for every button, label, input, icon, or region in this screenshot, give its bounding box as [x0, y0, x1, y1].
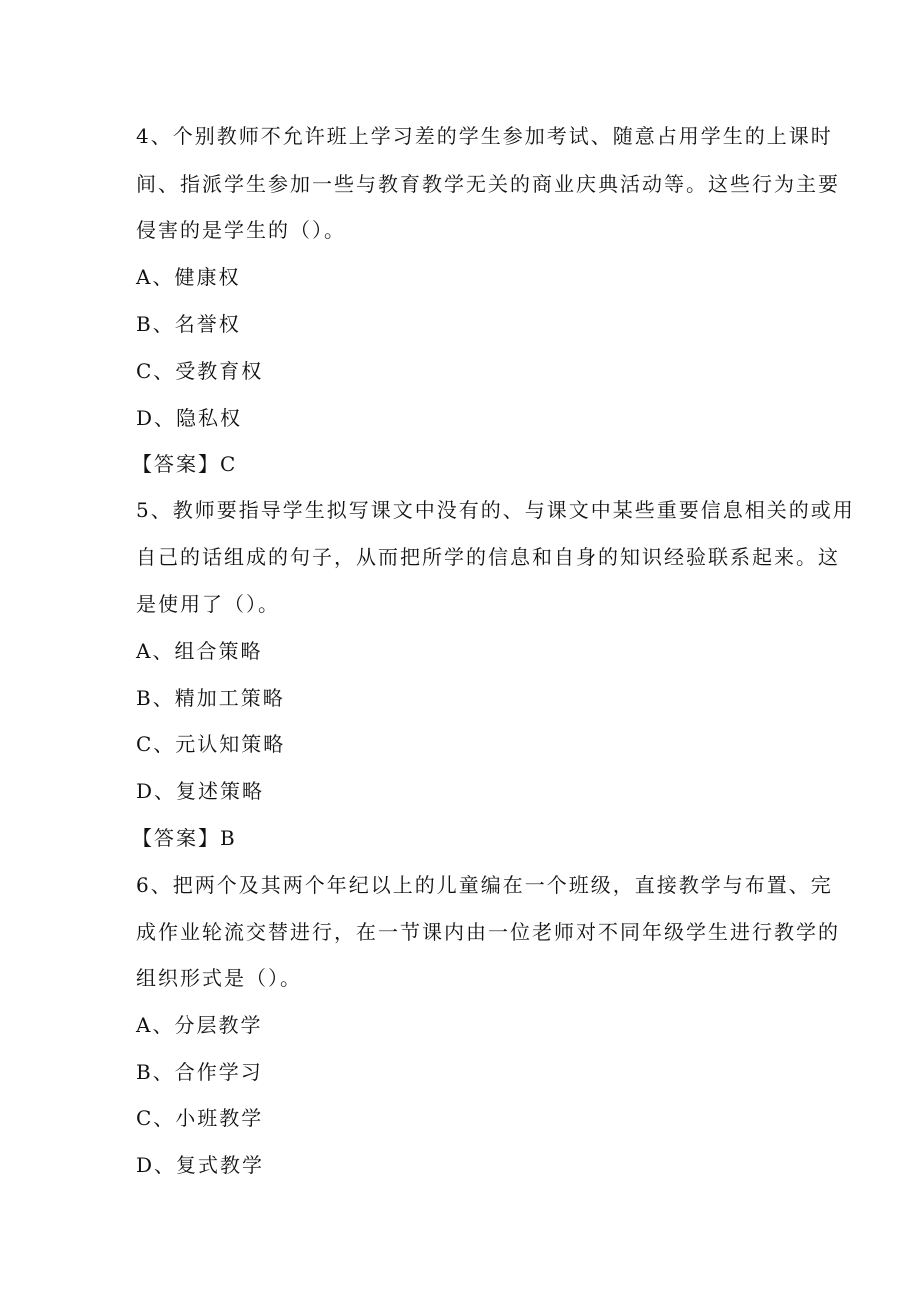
question-4-stem-line-1: 4、个别教师不允许班上学习差的学生参加考试、随意占用学生的上课时: [136, 124, 833, 148]
question-4-option-a: A、健康权: [136, 265, 241, 289]
question-5-option-c: C、元认知策略: [136, 732, 286, 756]
question-5-option-a: A、组合策略: [136, 639, 263, 663]
question-6-stem-line-1: 6、把两个及其两个年纪以上的儿童编在一个班级，直接教学与布置、完: [136, 873, 833, 897]
question-6-option-c: C、小班教学: [136, 1106, 264, 1130]
question-6-option-a: A、分层教学: [136, 1013, 263, 1037]
question-4-answer: 【答案】C: [132, 452, 238, 476]
question-4-option-d: D、隐私权: [136, 406, 243, 430]
question-4-stem-line-3: 侵害的是学生的（）。: [136, 218, 346, 242]
question-5-stem-line-2: 自己的话组成的句子，从而把所学的信息和自身的知识经验联系起来。这: [136, 545, 840, 569]
question-4-stem-line-2: 间、指派学生参加一些与教育教学无关的商业庆典活动等。这些行为主要: [136, 172, 840, 196]
question-6-option-b: B、合作学习: [136, 1060, 263, 1084]
question-6-stem-line-3: 组织形式是（）。: [136, 966, 302, 990]
question-5-answer: 【答案】B: [132, 826, 237, 850]
question-5-stem-line-1: 5、教师要指导学生拟写课文中没有的、与课文中某些重要信息相关的或用: [136, 498, 855, 522]
question-5-stem-line-3: 是使用了（）。: [136, 592, 280, 616]
question-4-option-b: B、名誉权: [136, 312, 241, 336]
question-4-option-c: C、受教育权: [136, 359, 264, 383]
question-6-option-d: D、复式教学: [136, 1153, 265, 1177]
question-6-stem-line-2: 成作业轮流交替进行，在一节课内由一位老师对不同年级学生进行教学的: [136, 920, 840, 944]
question-5-option-d: D、复述策略: [136, 779, 265, 803]
question-5-option-b: B、精加工策略: [136, 686, 285, 710]
